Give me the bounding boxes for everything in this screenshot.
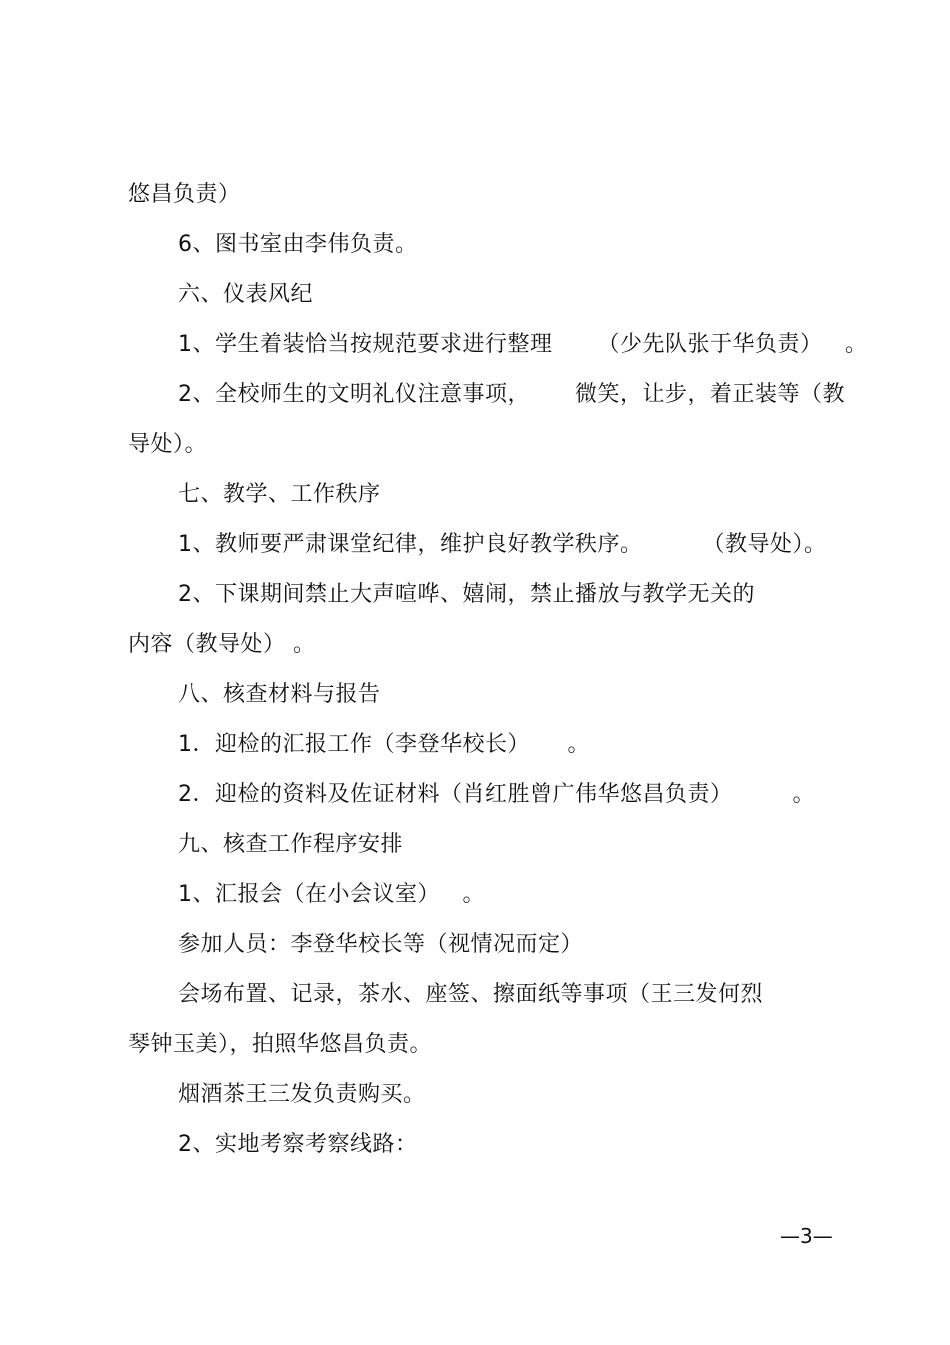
text-line: 导处）。 (128, 432, 208, 457)
text-line: 2、实地考察考察线路： (178, 1132, 418, 1157)
page-number: —3— (780, 1224, 833, 1248)
text-line: 1、教师要严肃课堂纪律，维护良好教学秩序。 （教导处）。 (178, 532, 827, 557)
text-line: 1、学生着装恰当按规范要求进行整理 （少先队张于华负责） 。 (178, 332, 868, 357)
section-heading: 九、核查工作程序安排 (178, 832, 404, 857)
text-line: 烟酒茶王三发负责购买。 (178, 1082, 426, 1107)
text-line: 2、全校师生的文明礼仪注意事项， 微笑，让步，着正装等（教 (178, 382, 845, 407)
text-line: 琴钟玉美），拍照华悠昌负责。 (128, 1032, 433, 1057)
text-line: 2．迎检的资料及佐证材料（肖红胜曾广伟华悠昌负责） 。 (178, 782, 815, 807)
text-line: 2、下课期间禁止大声喧哗、嬉闹，禁止播放与教学无关的 (178, 582, 755, 607)
text-line: 1、汇报会（在小会议室） 。 (178, 882, 485, 907)
text-line: 参加人员：李登华校长等（视情况而定） (178, 932, 584, 957)
section-heading: 七、教学、工作秩序 (178, 482, 381, 507)
text-line: 悠昌负责） (128, 182, 241, 207)
text-line: 内容（教导处） 。 (128, 632, 316, 657)
section-heading: 六、仪表风纪 (178, 282, 314, 307)
text-line: 1．迎检的汇报工作（李登华校长） 。 (178, 732, 590, 757)
text-line: 会场布置、记录，茶水、座签、擦面纸等事项（王三发何烈 (178, 982, 764, 1007)
section-heading: 八、核查材料与报告 (178, 682, 381, 707)
text-line: 6、图书室由李伟负责。 (178, 232, 418, 257)
